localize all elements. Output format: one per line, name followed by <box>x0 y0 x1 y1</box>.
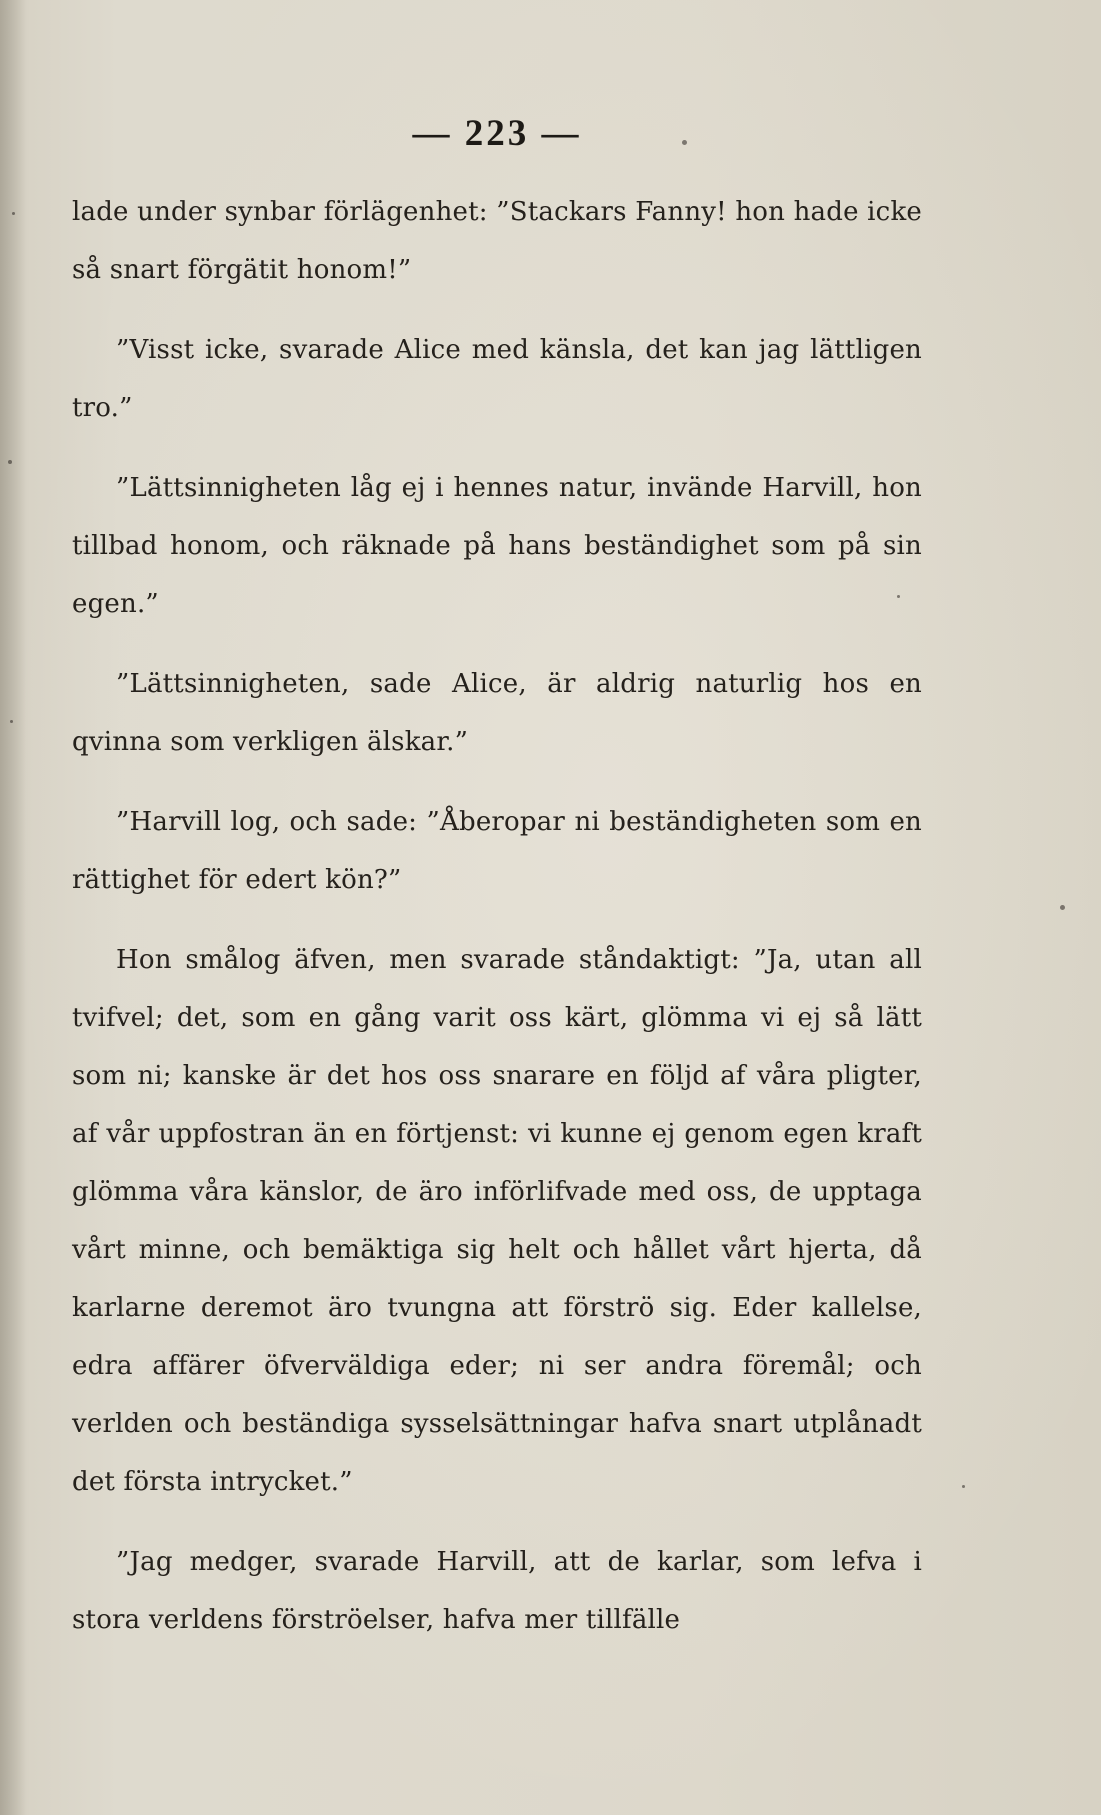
paper-speck <box>10 720 13 723</box>
page-number: — 223 — <box>412 113 582 154</box>
paragraph-6: Hon smålog äfven, men svarade ståndaktigt: ”Ja, utan all tvifvel; det, som en gång varit oss kärt, glömma vi ej så lätt som ni; kanske är det hos oss snarare en följd af våra pligter, af vår uppfostran än en förtjenst: vi kunne ej genom egen kraft glömma våra känslor, de äro införlifvade med oss, de upptaga vårt minne, och bemäktiga sig helt och hållet vårt hjerta, då karlarne deremot äro tvungna att förströ sig. Eder kallelse, edra affärer öfverväldiga eder; ni ser andra föremål; och verlden och beständiga sysselsättningar hafva snart utplånadt det första intrycket.” <box>72 945 922 1497</box>
paper-speck <box>12 212 15 215</box>
paragraph-1: lade under synbar förlägenhet: ”Stackars Fanny! hon hade icke så snart förgätit honom!” <box>72 197 922 285</box>
paragraph-2: ”Visst icke, svarade Alice med känsla, det kan jag lättligen tro.” <box>72 335 922 423</box>
page-content <box>72 112 922 1671</box>
paragraph-4: ”Lättsinnigheten, sade Alice, är aldrig naturlig hos en qvinna som verkligen älskar.” <box>72 669 922 757</box>
paragraph-3: ”Lättsinnigheten låg ej i hennes natur, invände Harvill, hon tillbad honom, och räknade på hans beständighet som på sin egen.” <box>72 473 922 619</box>
paper-speck <box>1060 905 1065 910</box>
paper-speck <box>962 1485 965 1488</box>
paragraph-5: ”Harvill log, och sade: ”Åberopar ni beständigheten som en rättighet för edert kön?” <box>72 807 922 895</box>
paper-speck <box>8 460 12 464</box>
page-gutter-shadow <box>0 0 26 1815</box>
paragraph-7: ”Jag medger, svarade Harvill, att de karlar, som lefva i stora verldens förströelser, hafva mer tillfälle <box>72 1547 922 1635</box>
